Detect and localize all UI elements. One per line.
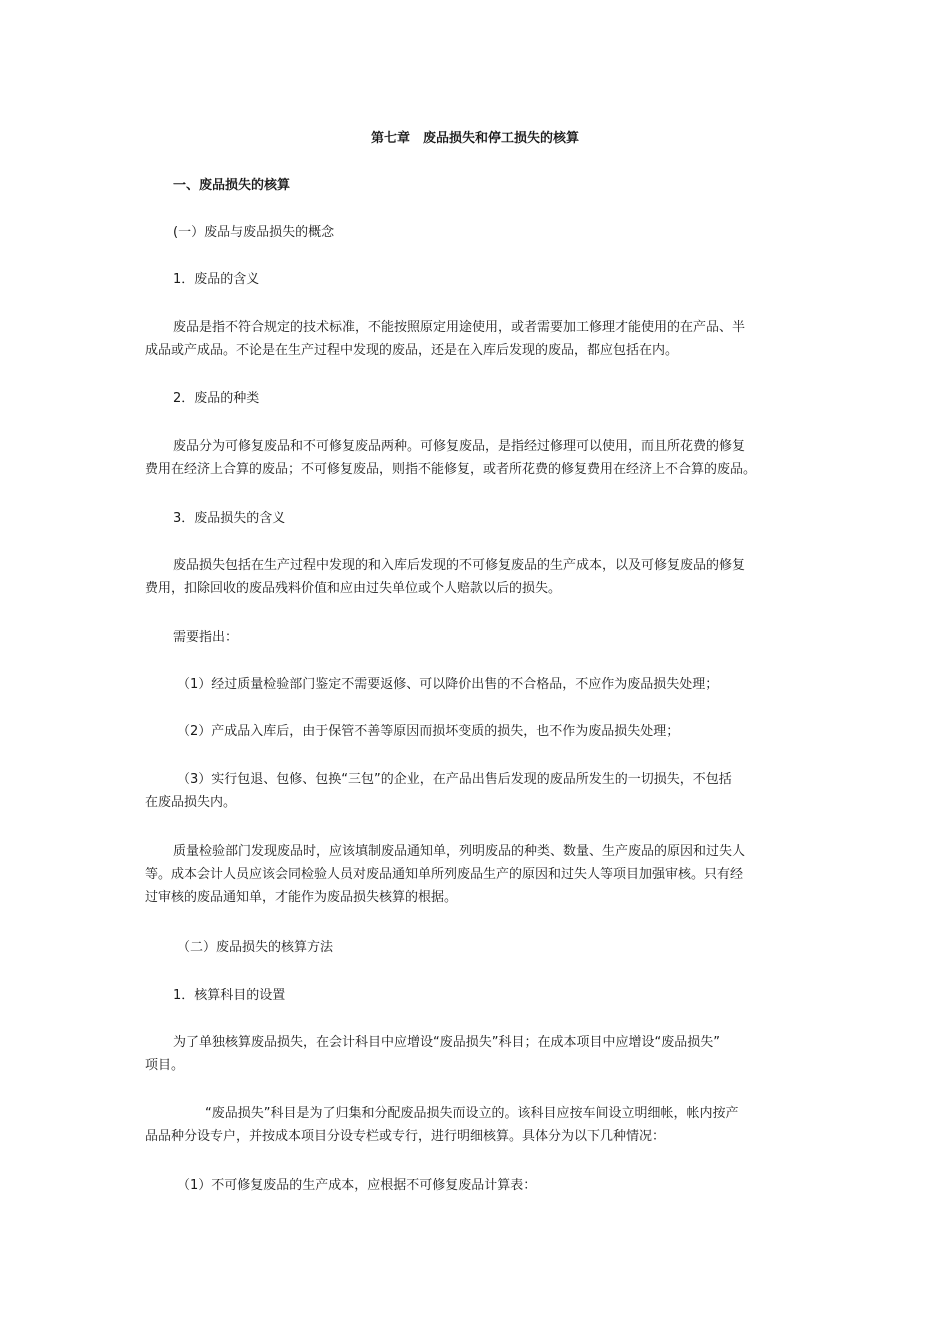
paragraph-types (145, 435, 813, 481)
paragraph-line: 质量检验部门发现废品时，应该填制废品通知单，列明废品的种类、数量、生产废品的原因和过失人 (173, 844, 746, 859)
case-item-1: （1）不可修复废品的生产成本，应根据不可修复废品计算表： (177, 1178, 537, 1193)
subsection-heading: (一）废品与废品损失的概念 (173, 225, 335, 240)
item-heading-accounts: 1．核算科目的设置 (173, 988, 286, 1003)
section-heading: 一、废品损失的核算 (173, 178, 291, 193)
paragraph-account-detail (145, 1102, 813, 1148)
paragraph-inspection (145, 840, 813, 909)
item-heading-types: 2．废品的种类 (173, 391, 260, 406)
item-heading-meaning: 1．废品的含义 (173, 272, 260, 287)
paragraph-line: 品品种分设专户，并按成本项目分设专栏或专行，进行明细核算。具体分为以下几种情况： (145, 1129, 666, 1144)
note-item-1: （1）经过质量检验部门鉴定不需要返修、可以降价出售的不合格品，不应作为废品损失处理； (177, 677, 719, 692)
note-item-2: （2）产成品入库后，由于保管不善等原因而损坏变质的损失，也不作为废品损失处理； (177, 724, 680, 739)
paragraph-definition (145, 316, 813, 362)
paragraph-line: 成品或产成品。不论是在生产过程中发现的废品，还是在入库后发现的废品，都应包括在内。 (145, 343, 679, 358)
paragraph-line: （3）实行包退、包修、包换“三包”的企业，在产品出售后发现的废品所发生的一切损失，不包括 (177, 772, 732, 787)
paragraph-line: 项目。 (145, 1058, 185, 1073)
paragraph-loss-meaning (145, 554, 813, 600)
paragraph-line: 费用，扣除回收的废品残料价值和应由过失单位或个人赔款以后的损失。 (145, 581, 562, 596)
paragraph-line: 废品损失包括在生产过程中发现的和入库后发现的不可修复废品的生产成本，以及可修复废品的修复 (173, 558, 746, 573)
paragraph-line: 为了单独核算废品损失，在会计科目中应增设“废品损失”科目；在成本项目中应增设“废品损失” (173, 1035, 720, 1050)
paragraph-accounts (145, 1031, 813, 1077)
paragraph-line: 过审核的废品通知单，才能作为废品损失核算的根据。 (145, 890, 458, 905)
paragraph-line: 在废品损失内。 (145, 795, 237, 810)
paragraph-line: 废品分为可修复废品和不可修复废品两种。可修复废品，是指经过修理可以使用，而且所花费的修复 (173, 439, 746, 454)
note-intro: 需要指出： (173, 630, 239, 645)
subsection-heading: （二）废品损失的核算方法 (177, 940, 334, 955)
paragraph-line: 费用在经济上合算的废品；不可修复废品，则指不能修复，或者所花费的修复费用在经济上不合算的废品。 (145, 462, 757, 477)
chapter-title: 第七章 废品损失和停工损失的核算 (370, 131, 579, 146)
paragraph-line: 废品是指不符合规定的技术标准，不能按照原定用途使用，或者需要加工修理才能使用的在产品、半 (173, 320, 746, 335)
paragraph-line: 等。成本会计人员应该会同检验人员对废品通知单所列废品生产的原因和过失人等项目加强审核。只有经 (145, 867, 744, 882)
item-heading-loss-meaning: 3．废品损失的含义 (173, 511, 286, 526)
note-item-3 (145, 768, 813, 814)
paragraph-line: “废品损失”科目是为了归集和分配废品损失而设立的。该科目应按车间设立明细帐，帐内按产 (205, 1106, 739, 1121)
